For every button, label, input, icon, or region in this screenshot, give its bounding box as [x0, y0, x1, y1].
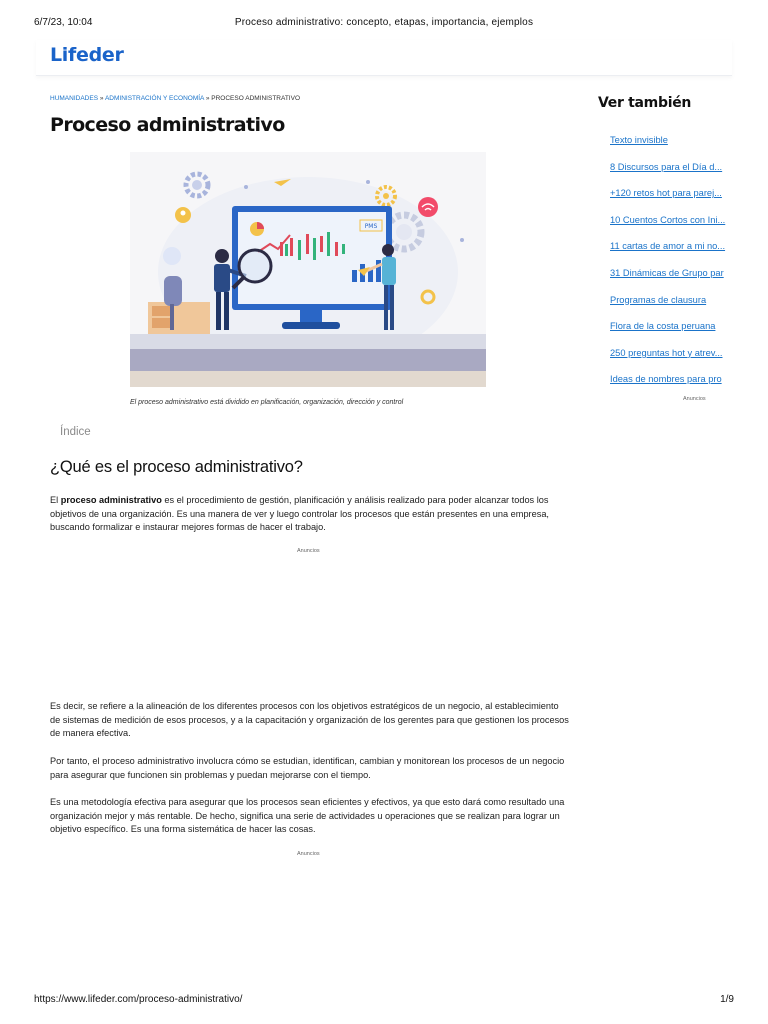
related-link[interactable]: Texto invisible — [610, 135, 668, 145]
business-analytics-illustration — [130, 152, 486, 387]
related-link[interactable]: +120 retos hot para parej... — [610, 188, 722, 199]
paragraph-4: Es una metodología efectiva para asegurar que los procesos sean eficientes y efectivos, ya que esto dará como resultado una organización mejor y más rentable. De hecho, significa una serie de actividades u operaciones que se realizan para lograr un objetivo específico. Es una forma sistemática de hacer las cosas. — [50, 797, 565, 835]
ad-label: Anuncios — [297, 851, 320, 857]
print-page-number: 1/9 — [720, 994, 734, 1005]
paragraph-2: Es decir, se refiere a la alineación de los diferentes procesos con los objetivos estratégicos de un negocio, al establecimiento de sistemas de medición de esos procesos, y a la capacitación y organización de los gerentes para que gestionen los procesos de manera efectiva. — [50, 701, 569, 739]
chair — [164, 276, 182, 306]
print-datetime: 6/7/23, 10:04 — [34, 17, 93, 28]
related-link-item — [610, 374, 734, 401]
breadcrumb-separator: » — [99, 95, 104, 102]
related-link[interactable]: 8 Discursos para el Día d... — [610, 161, 723, 172]
site-logo[interactable]: Lifeder — [50, 44, 124, 66]
related-link-item — [610, 135, 734, 162]
related-link[interactable]: Flora de la costa peruana — [610, 321, 716, 332]
ad-label: Anuncios — [297, 548, 320, 554]
related-link-item — [610, 268, 734, 295]
related-link[interactable]: 250 preguntas hot y atrev... — [610, 347, 723, 358]
breadcrumb — [50, 95, 300, 102]
chart-bubble-icon — [163, 247, 181, 265]
print-header — [34, 17, 734, 31]
related-link[interactable]: 11 cartas de amor a mi no... — [610, 241, 726, 252]
related-link[interactable]: Ideas de nombres para pro — [610, 374, 722, 385]
ad-label: Anuncios — [683, 396, 706, 402]
related-link[interactable]: 31 Dinámicas de Grupo par — [610, 267, 724, 278]
breadcrumb-item-humanidades[interactable]: HUMANIDADES — [50, 95, 99, 102]
magnifier-icon — [239, 250, 271, 282]
site-header — [36, 40, 732, 76]
sidebar-title: Ver también — [598, 95, 692, 111]
related-link-item — [610, 241, 734, 268]
paragraph-bold-term: proceso administrativo — [60, 495, 162, 505]
image-caption: El proceso administrativo está dividido en planificación, organización, dirección y control — [130, 399, 404, 406]
related-link-item — [610, 188, 734, 215]
print-url: https://www.lifeder.com/proceso-administrativo/ — [34, 994, 243, 1005]
screen-label: PMS — [364, 223, 378, 230]
related-link-item — [610, 215, 734, 242]
breadcrumb-separator: » — [205, 95, 210, 102]
related-link-item — [610, 348, 734, 375]
related-link-item — [610, 321, 734, 348]
businessman — [214, 264, 230, 292]
section-heading: ¿Qué es el proceso administrativo? — [50, 458, 303, 476]
breadcrumb-item-administracion[interactable]: ADMINISTRACIÓN Y ECONOMÍA — [104, 95, 205, 102]
paragraph-text: El — [50, 495, 61, 505]
related-link[interactable]: 10 Cuentos Cortos con Ini... — [610, 214, 726, 225]
analyst — [382, 257, 396, 285]
related-link[interactable]: Programas de clausura — [610, 294, 707, 305]
paragraph-3: Por tanto, el proceso administrativo involucra cómo se estudian, identifican, cambian y monitorean los procesos de un negocio para asegurar que funcionen sin problemas y puedan mejorarse con el tiempo. — [50, 756, 565, 780]
wifi-icon — [418, 197, 438, 217]
hero-illustration — [130, 152, 486, 387]
paragraph-text: es el procedimiento de gestión, planificación y análisis realizado para poder alcanzar todos los objetivos de una organización. Es una manera de ver y luego controlar los procesos que están presentes en una empresa, buscando formalizar e instaurar mejores formas de hacer el trabajo. — [50, 495, 549, 533]
related-link-item — [610, 162, 734, 189]
related-link-item — [610, 295, 734, 322]
page-title: Proceso administrativo — [50, 114, 285, 136]
print-doc-title: Proceso administrativo: concepto, etapas, importancia, ejemplos — [234, 17, 534, 28]
paragraph-1 — [50, 494, 570, 535]
related-links-list — [610, 135, 734, 401]
table-of-contents-toggle[interactable]: Índice — [60, 426, 91, 438]
breadcrumb-item-current: PROCESO ADMINISTRATIVO — [211, 95, 301, 102]
